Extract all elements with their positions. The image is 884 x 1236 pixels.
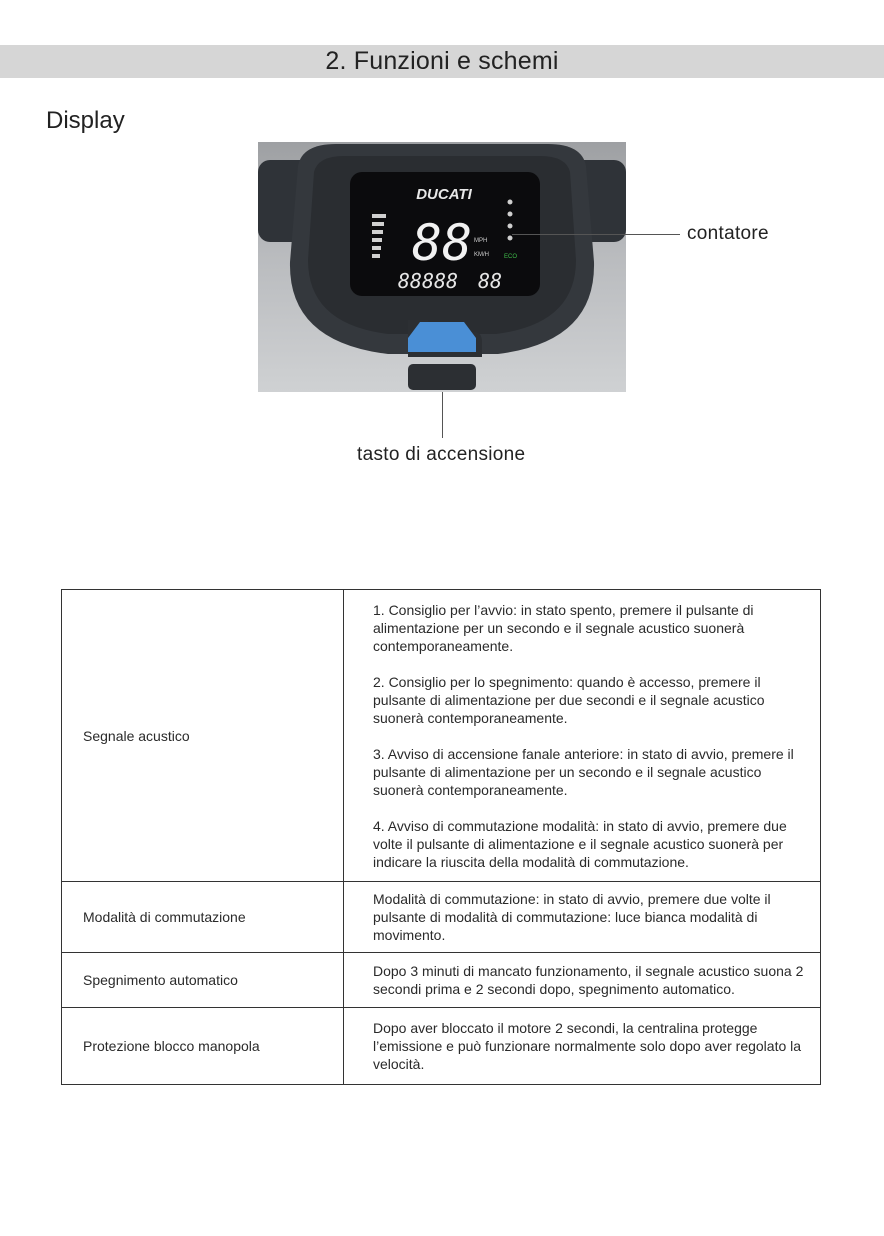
page-title: 2. Funzioni e schemi: [325, 47, 559, 75]
battery-bar: [372, 238, 382, 242]
description-paragraph: 2. Consiglio per lo spegnimento: quando è accesso, premere il pulsante di alimentazione per due secondi e il segnale acustico suonerà contemporaneamente.: [373, 673, 765, 726]
table-row: [62, 953, 821, 1008]
brand-logo-text: DUCATI: [416, 186, 472, 203]
description-paragraph: Dopo aver bloccato il motore 2 secondi, la centralina protegge l’emissione e può funzionare normalmente solo dopo aver regolato la velocità.: [373, 1020, 802, 1072]
display-illustration: [258, 142, 626, 392]
description-paragraph: 3. Avviso di accensione fanale anteriore: in stato di avvio, premere il pulsante di alimentazione per un secondo e il segnale acustico suonerà contemporaneamente.: [373, 745, 794, 798]
button-base: [408, 364, 476, 390]
speed-unit-mph: MPH: [474, 238, 488, 244]
description-paragraph: Dopo 3 minuti di mancato funzionamento, il segnale acustico suona 2 secondi prima e 2 secondi dopo, spegnimento automatico.: [373, 963, 804, 997]
row-label: Segnale acustico: [62, 590, 344, 882]
row-description: [344, 953, 821, 1008]
status-icon: [508, 200, 513, 205]
status-icon: [508, 236, 513, 241]
row-label: Protezione blocco manopola: [62, 1008, 344, 1085]
power-callout-label: tasto di accensione: [357, 444, 526, 465]
meter-callout-line: [512, 234, 680, 235]
row-label: Spegnimento automatico: [62, 953, 344, 1008]
table-row: [62, 590, 821, 882]
table-row: [62, 882, 821, 953]
battery-bar: [372, 254, 380, 258]
display-photo: [258, 142, 626, 392]
meter-callout-label: contatore: [687, 223, 769, 244]
row-description: [344, 590, 821, 882]
power-button[interactable]: [408, 322, 476, 352]
status-icon: [508, 224, 513, 229]
battery-bar: [372, 230, 383, 234]
section-heading: Display: [46, 107, 125, 134]
power-callout-line: [442, 392, 443, 438]
description-paragraph: Modalità di commutazione: in stato di avvio, premere due volte il pulsante di modalità di commutazione: luce bianca modalità di movimento.: [373, 891, 771, 943]
functions-table: [61, 589, 821, 1085]
battery-bar: [372, 246, 381, 250]
eco-indicator: ECO: [504, 254, 518, 260]
row-label: Modalità di commutazione: [62, 882, 344, 953]
speed-readout: 88: [411, 214, 473, 272]
description-paragraph: 4. Avviso di commutazione modalità: in stato di avvio, premere due volte il pulsante di alimentazione e il segnale acustico suonerà per indicare la riuscita della modalità di commutazione.: [373, 817, 787, 870]
speed-unit-kmh: KM/H: [474, 252, 489, 258]
table-row: [62, 1008, 821, 1085]
battery-bar: [372, 222, 384, 226]
row-description: [344, 882, 821, 953]
odometer-readout: 88888: [397, 269, 459, 293]
section-banner: [0, 45, 884, 78]
trip-readout: 88: [477, 269, 503, 293]
description-paragraph: 1. Consiglio per l’avvio: in stato spento, premere il pulsante di alimentazione per un secondo e il segnale acustico suonerà contemporaneamente.: [373, 601, 754, 654]
status-icon: [508, 212, 513, 217]
battery-bar: [372, 214, 386, 218]
row-description: [344, 1008, 821, 1085]
